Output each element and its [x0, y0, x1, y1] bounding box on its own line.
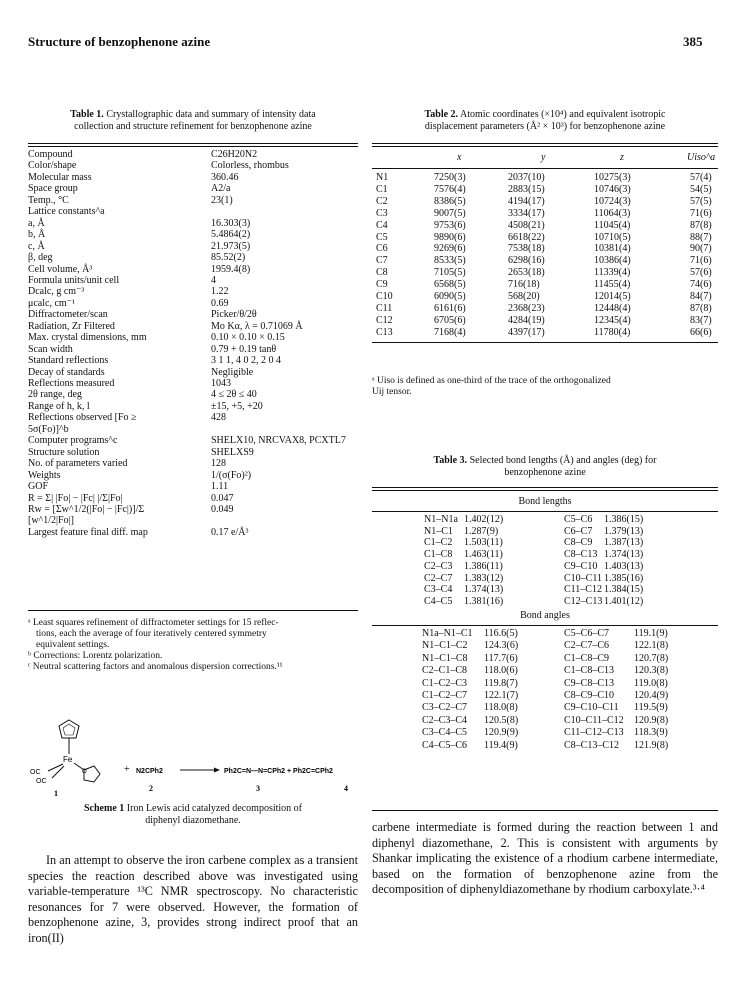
table3-bond-label: C3–C4: [424, 584, 453, 596]
scheme-products: Ph2C=N—N=CPh2 + Ph2C=CPh2: [224, 768, 333, 775]
table1-param-value: SHELXS9: [211, 446, 254, 458]
table2-cell: 6298(16): [508, 255, 545, 267]
table1-param-label: Diffractometer/scan: [28, 309, 108, 321]
table3-bond-label: C9–C10–C11: [564, 702, 619, 714]
table3-bond-value: 1.402(12): [464, 514, 504, 525]
table2-cell: 90(7): [690, 243, 712, 255]
table2-col-uiso: Uiso^a: [687, 152, 716, 163]
table1-param-value: Mo Kα, λ = 0.71069 Å: [211, 320, 303, 332]
table1-param-label: Cell volume, Å³: [28, 263, 93, 275]
scheme1-caption: [28, 803, 358, 827]
table2-header-rule: [372, 168, 718, 169]
table3-bond-value: 1.374(13): [464, 584, 504, 596]
table2-cell: 9753(6): [434, 219, 466, 231]
table1-param-value: 1.11: [211, 481, 229, 493]
table1-caption-line2: collection and structure refinement for benzophenone azine: [74, 121, 312, 132]
table1-param-label: Standard reflections: [28, 355, 109, 367]
table2-atom-label: C11: [376, 302, 393, 314]
table2-cell: 87(8): [690, 302, 712, 314]
scheme-plus: +: [124, 764, 130, 775]
table3-bond-value: 119.0(8): [634, 677, 668, 689]
scheme1-caption-line1: Iron Lewis acid catalyzed decomposition of: [126, 803, 302, 814]
scheme-num4: 4: [344, 784, 348, 793]
table1-param-label: Space group: [28, 183, 78, 195]
table2-cell: 3334(17): [508, 207, 545, 219]
scheme-num3: 3: [256, 784, 260, 793]
table1-footnotes: [28, 618, 358, 673]
table3-bond-value: 118.0(8): [484, 702, 518, 714]
table2-cell: 9007(5): [434, 207, 466, 219]
table1-param-label: Dcalc, g cm⁻³: [28, 286, 85, 298]
table2-col-z: z: [620, 152, 624, 163]
table3-bond-label: C3–C4–C5: [422, 727, 468, 739]
table3-bond-value: 120.4(9): [634, 690, 669, 701]
table1-param-label: 2θ range, deg: [28, 389, 82, 401]
body-paragraph-right: carbene intermediate is formed during the reaction between 1 and diphenyl diazomethane, 2. This is consistent with arguments by Shankar implicating the existence of a rhodium carbene intermediate, based on the formation of benzophenone azine from the decomposition of diphenyldiazomethane by rhodium carboxylate.³·⁴: [372, 820, 718, 897]
table2-cell: 71(6): [690, 207, 712, 219]
table3-bond-value: 120.9(9): [484, 727, 519, 739]
table2-cell: 4194(17): [508, 195, 545, 207]
table3-bond-label: N1–N1a: [424, 514, 458, 525]
table1-param-label: Compound: [28, 149, 73, 160]
table2-col-x: x: [457, 152, 462, 163]
table3-bond-value: 119.5(9): [634, 702, 668, 714]
table2-cell: 8533(5): [434, 255, 466, 267]
table2-cell: 9269(6): [434, 243, 466, 255]
table1-param-label: Reflections measured: [28, 378, 115, 389]
table3-bond-label: C2–C3: [424, 560, 453, 572]
scheme-oc2: OC: [36, 778, 47, 785]
table3-bond-lengths-header: Bond lengths: [518, 496, 572, 507]
table1-bottom-rule: [28, 610, 358, 611]
table2-cell: 87(8): [690, 219, 712, 231]
table1-param-value: 85.52(2): [211, 252, 246, 264]
table3-bond-value: 1.403(13): [604, 560, 644, 572]
table2-atom-label: N1: [376, 172, 389, 183]
table1-param-label: GOF: [28, 481, 49, 493]
table3-bond-value: 1.401(12): [604, 595, 644, 607]
table2-footnote-line1: ᵃ Uiso is defined as one-third of the trace of the orthogonalized: [372, 376, 611, 386]
table1-param-value: Picker/θ/2θ: [211, 309, 257, 321]
table3-bond-value: 120.7(8): [634, 652, 669, 664]
table3-bond-label: C1–C2: [424, 537, 453, 549]
table1-param-value: Negligible: [211, 366, 254, 378]
table3-bond-label: C2–C7: [424, 572, 453, 584]
table3-bond-label: C1–C8–C9: [564, 652, 610, 664]
table2-atom-label: C13: [376, 326, 393, 338]
table3-bond-value: 1.386(11): [464, 560, 503, 572]
table2-atom-label: C3: [376, 207, 388, 219]
table2-cell: 57(4): [690, 172, 712, 183]
table2-atom-label: C7: [376, 255, 388, 267]
table1-param-value: 0.047: [211, 492, 234, 504]
table3-bond-label: C10–C11–C12: [564, 714, 624, 726]
table3-angle-header-rule: [372, 625, 718, 626]
table1-param-label: Molecular mass: [28, 171, 92, 183]
table2-cell: 10275(3): [594, 172, 631, 183]
table2-cell: 12345(4): [594, 314, 631, 326]
table3-bond-value: 119.8(7): [484, 677, 518, 689]
table3-bond-value: 1.379(13): [604, 525, 644, 537]
table3-bond-value: 1.381(16): [464, 595, 504, 607]
table1-caption-label: Table 1.: [70, 109, 104, 120]
table3-bond-value: 1.385(16): [604, 572, 644, 584]
table3-bond-value: 124.3(6): [484, 640, 519, 652]
table2-top-rule-2: [372, 146, 718, 147]
table2-footnote: [372, 376, 718, 398]
table3-bond-value: 1.383(12): [464, 572, 504, 584]
table1-param-label: Computer programs^c: [28, 435, 118, 447]
svg-text:O: O: [82, 769, 87, 775]
table2-atom-label: C6: [376, 243, 388, 255]
table3-bond-label: N1–C1: [424, 525, 453, 537]
table3-bond-value: 119.1(9): [634, 628, 668, 639]
table2-cell: 12014(5): [594, 291, 631, 302]
table2-cell: 8386(5): [434, 195, 466, 207]
table1-param-value: 0.17 e/Å³: [211, 526, 249, 538]
table3-bond-value: 120.3(8): [634, 665, 669, 677]
running-title: Structure of benzophenone azine: [28, 34, 211, 49]
table2-caption-line2: displacement parameters (Å² × 10³) for benzophenone azine: [424, 121, 666, 132]
table2-cell: 66(6): [690, 326, 712, 338]
table1-param-label: Formula units/unit cell: [28, 274, 120, 286]
table1-param-label: Lattice constants^a: [28, 206, 105, 218]
table1-param-label: Rw = [Σw^1/2(|Fo| − |Fc|)]/Σ: [28, 503, 145, 515]
table1-param-value: 1043: [211, 378, 231, 389]
table3-bond-value: 120.5(8): [484, 714, 519, 726]
table1-param-value: 428: [211, 412, 226, 424]
table2-atom-label: C1: [376, 183, 388, 195]
table2-cell: 2653(18): [508, 267, 545, 279]
scheme1-caption-label: Scheme 1: [84, 803, 125, 814]
table2-cell: 10381(4): [594, 243, 631, 255]
table3-caption-line2: benzophenone azine: [504, 467, 586, 478]
table2-atom-label: C9: [376, 279, 388, 291]
table3-bond-label: C8–C9: [564, 537, 593, 549]
table3-caption-line1: Selected bond lengths (Å) and angles (deg) for: [469, 455, 657, 466]
table2-top-rule: [372, 143, 718, 144]
table1-param-label: Radiation, Zr Filtered: [28, 320, 115, 332]
table3-bond-label: C1–C2–C7: [422, 690, 468, 701]
table3-bond-value: 122.1(7): [484, 690, 519, 701]
table3-bond-value: 117.7(6): [484, 652, 518, 664]
table2-cell: 10710(5): [594, 231, 631, 243]
table2-cell: 2037(10): [508, 172, 545, 183]
table1-caption: [28, 109, 358, 133]
table3-bond-label: C8–C9–C10: [564, 690, 615, 701]
table3-bond-label: C1–C8–C13: [564, 665, 615, 677]
table2-cell: 716(18): [508, 279, 540, 291]
table3-bond-label: C11–C12: [564, 584, 602, 596]
table1-param-value: 16.303(3): [211, 217, 251, 229]
table2-cell: 6568(5): [434, 279, 466, 291]
table2-cell: 11045(4): [594, 219, 631, 231]
table3-top-rule: [372, 487, 718, 488]
table2-cell: 9890(6): [434, 231, 466, 243]
table2-caption-line1: Atomic coordinates (×10⁴) and equivalent isotropic: [460, 109, 666, 120]
table3-bond-value: 1.287(9): [464, 525, 499, 537]
table2-col-y: y: [541, 152, 546, 163]
table3-bond-label: C9–C10: [564, 560, 598, 572]
table3-bond-header-rule: [372, 511, 718, 512]
table3-bond-value: 116.6(5): [484, 628, 518, 639]
table3-bond-label: C4–C5: [424, 595, 453, 607]
table1-param-value: ±15, +5, +20: [211, 400, 263, 412]
table2-cell: 12448(4): [594, 302, 631, 314]
table2-cell: 11339(4): [594, 267, 631, 279]
table1-param-value: 23(1): [211, 194, 233, 206]
table3-bottom-rule: [372, 810, 718, 811]
table1-param-value: SHELX10, NRCVAX8, PCXTL7: [211, 435, 346, 447]
table3-bond-label: C10–C11: [564, 572, 602, 584]
table1-param-label: c, Å: [28, 240, 45, 252]
table2-cell: 57(5): [690, 195, 712, 207]
table2-cell: 2883(15): [508, 183, 545, 195]
table2-cell: 7105(5): [434, 267, 466, 279]
table2-atom-label: C10: [376, 291, 393, 302]
table3-bond-label: C6–C7: [564, 525, 593, 537]
table1-param-value: 4: [211, 274, 216, 286]
table3-bond-value: 122.1(8): [634, 640, 669, 652]
table1-param-value: A2/a: [211, 183, 231, 195]
table1-top-rule-2: [28, 146, 358, 147]
table2-cell: 568(20): [508, 291, 540, 302]
table1-param-value: 21.973(5): [211, 240, 251, 252]
table3-bond-value: 118.0(6): [484, 665, 518, 677]
table1-param-value: 0.79 + 0.19 tanθ: [211, 343, 277, 355]
table3-caption: [372, 455, 718, 479]
table2-cell: 7576(4): [434, 183, 466, 195]
table1-param-label: [w^1/2|Fo|]: [28, 515, 74, 527]
table2-cell: 6090(5): [434, 291, 466, 302]
table3-bond-value: 1.503(11): [464, 537, 503, 549]
table2-cell: 74(6): [690, 279, 712, 291]
cp-ring-icon: [59, 720, 79, 738]
table2-atom-label: C8: [376, 267, 388, 279]
table3-bond-value: 118.3(9): [634, 727, 668, 739]
table1-param-label: Weights: [28, 469, 61, 481]
table3-bond-label: C1–C2–C3: [422, 677, 468, 689]
table1-param-value: 360.46: [211, 171, 239, 183]
table1-param-label: b, Å: [28, 229, 46, 241]
table3-bond-label: C8–C13–C12: [564, 739, 620, 751]
table3-bond-label: C2–C7–C6: [564, 640, 610, 652]
table1-footnote-c: ᶜ Neutral scattering factors and anomalous dispersion corrections.¹¹: [28, 662, 283, 672]
table1-param-value: C26H20N2: [211, 149, 258, 160]
table2-caption: [372, 109, 718, 133]
table3-bond-label: C5–C6: [564, 514, 593, 525]
table3-bond-angles-header: Bond angles: [520, 610, 570, 621]
table3-caption-label: Table 3.: [433, 455, 468, 466]
table1-param-label: 5σ(Fo)]^b: [28, 423, 69, 435]
table3-top-rule-2: [372, 490, 718, 491]
table3-bond-value: 1.463(11): [464, 549, 503, 561]
table2-cell: 57(6): [690, 267, 712, 279]
table1-footnote-a2: tions, each the average of four iteratively centered symmetry: [36, 629, 267, 639]
table1-param-value: Colorless, rhombus: [211, 160, 289, 172]
scheme-fe-label: Fe: [63, 755, 73, 764]
table1-param-label: Decay of standards: [28, 366, 105, 378]
table1-param-value: 5.4864(2): [211, 229, 251, 241]
table1-param-value: 128: [211, 458, 226, 470]
table3-bond-label: N1–C1–C8: [422, 652, 468, 664]
table2-cell: 71(6): [690, 255, 712, 267]
table2-cell: 84(7): [690, 291, 712, 302]
table3-bond-label: C4–C5–C6: [422, 739, 468, 751]
table2-cell: 6705(6): [434, 314, 466, 326]
table2-cell: 4397(17): [508, 326, 545, 338]
table2-cell: 88(7): [690, 231, 712, 243]
table1-param-label: R = Σ| |Fo| − |Fc| |/Σ|Fo|: [28, 492, 123, 504]
table2-cell: 2368(23): [508, 302, 545, 314]
table2-cell: 10724(3): [594, 195, 631, 207]
table2-cell: 4508(21): [508, 219, 545, 231]
table1-param-value: 1/(σ(Fo)²): [211, 469, 252, 481]
table2-cell: 54(5): [690, 183, 712, 195]
table3-bond-value: 1.374(13): [604, 549, 644, 561]
table2-atom-label: C12: [376, 314, 393, 326]
table2-caption-label: Table 2.: [424, 109, 459, 120]
table1-param-value: 1.22: [211, 286, 229, 298]
table3-bond-label: C12–C13: [564, 595, 603, 607]
table3-bond-value: 121.9(8): [634, 739, 669, 751]
scheme1-structure: [28, 716, 363, 802]
table2-cell: 83(7): [690, 314, 712, 326]
table2-footnote-line2: Uij tensor.: [372, 387, 412, 397]
table2-cell: 10386(4): [594, 255, 631, 267]
table2-cell: 6161(6): [434, 302, 466, 314]
table2-cell: 11455(4): [594, 279, 631, 291]
table1-param-value: 3 1 1, 4 0 2, 2 0 4: [211, 355, 281, 367]
table2-cell: 10746(3): [594, 183, 631, 195]
table2-cell: 4284(19): [508, 314, 545, 326]
table3-bond-label: C1–C8: [424, 549, 453, 561]
table1-footnote-b: ᵇ Corrections: Lorentz polarization.: [28, 651, 163, 661]
table2-cell: 7168(4): [434, 326, 466, 338]
table1-param-value: 0.049: [211, 503, 234, 515]
table1-footnote-a3: equivalent settings.: [36, 640, 110, 650]
table1-param-label: Scan width: [28, 343, 73, 355]
table1-param-label: Range of h, k, l: [28, 400, 90, 412]
table1-param-value: 4 ≤ 2θ ≤ 40: [211, 389, 257, 401]
table3-bond-label: C2–C3–C4: [422, 714, 468, 726]
table3-bond-value: 1.386(15): [604, 514, 644, 525]
table2-atom-label: C2: [376, 195, 388, 207]
scheme1-caption-line2: diphenyl diazomethane.: [145, 815, 241, 826]
table1-top-rule: [28, 143, 358, 144]
table2-bottom-rule: [372, 342, 718, 343]
table2-cell: 6618(22): [508, 231, 545, 243]
table3-bond-label: C8–C13: [564, 549, 598, 561]
table2-cell: 7538(18): [508, 243, 545, 255]
table1-param-label: Largest feature final diff. map: [28, 526, 148, 538]
table1-param-label: No. of parameters varied: [28, 458, 128, 470]
table3-bond-value: 1.387(13): [604, 537, 644, 549]
table3-bond-value: 1.384(15): [604, 584, 644, 596]
table3-bond-label: C11–C12–C13: [564, 727, 624, 739]
table1-param-label: Color/shape: [28, 160, 77, 172]
table1-param-label: μcalc, cm⁻¹: [28, 297, 75, 309]
table3-bond-label: N1–C1–C2: [422, 640, 468, 652]
table3-bond-value: 120.9(8): [634, 714, 669, 726]
scheme-num1: 1: [54, 789, 58, 798]
table2-atom-label: C5: [376, 231, 388, 243]
table1-footnote-a1: ᵃ Least squares refinement of diffractometer settings for 15 reflec-: [28, 618, 279, 628]
page-number: 385: [683, 34, 703, 49]
table1-param-label: β, deg: [28, 252, 53, 264]
table1-param-value: 0.69: [211, 297, 229, 309]
table1-param-value: 0.10 × 0.10 × 0.15: [211, 332, 285, 344]
table3-bond-label: C5–C6–C7: [564, 628, 610, 639]
table1-param-label: Temp., °C: [28, 194, 69, 206]
table2-cell: 11064(3): [594, 207, 631, 219]
scheme-oc1: OC: [30, 769, 41, 776]
table3-bond-label: C3–C2–C7: [422, 702, 468, 714]
table3-bond-label: C2–C1–C8: [422, 665, 468, 677]
table2-cell: 11780(4): [594, 326, 631, 338]
table3-bond-value: 119.4(9): [484, 739, 518, 751]
table1-caption-line1: Crystallographic data and summary of intensity data: [106, 109, 316, 120]
body-paragraph-left: In an attempt to observe the iron carbene complex as a transient species the reaction described above was investigated using variable-temperature ¹³C NMR spectroscopy. No characteristic resonances for 7 were observed. However, the formation of benzophenone azine, 3, provides strong indirect proof that an iron(II): [28, 853, 358, 945]
table1-param-label: Reflections observed [Fo ≥: [28, 412, 137, 424]
table1-param-label: a, Å: [28, 217, 45, 229]
table1-param-value: 1959.4(8): [211, 263, 251, 275]
table1-param-label: Structure solution: [28, 446, 100, 458]
table3-bond-label: N1a–N1–C1: [422, 628, 473, 639]
table2-cell: 7250(3): [434, 172, 466, 183]
scheme-num2: 2: [149, 784, 153, 793]
scheme-diazo: N2CPh2: [136, 768, 163, 775]
table2-atom-label: C4: [376, 219, 388, 231]
table1-param-label: Max. crystal dimensions, mm: [28, 332, 147, 344]
table3-bond-label: C9–C8–C13: [564, 677, 615, 689]
